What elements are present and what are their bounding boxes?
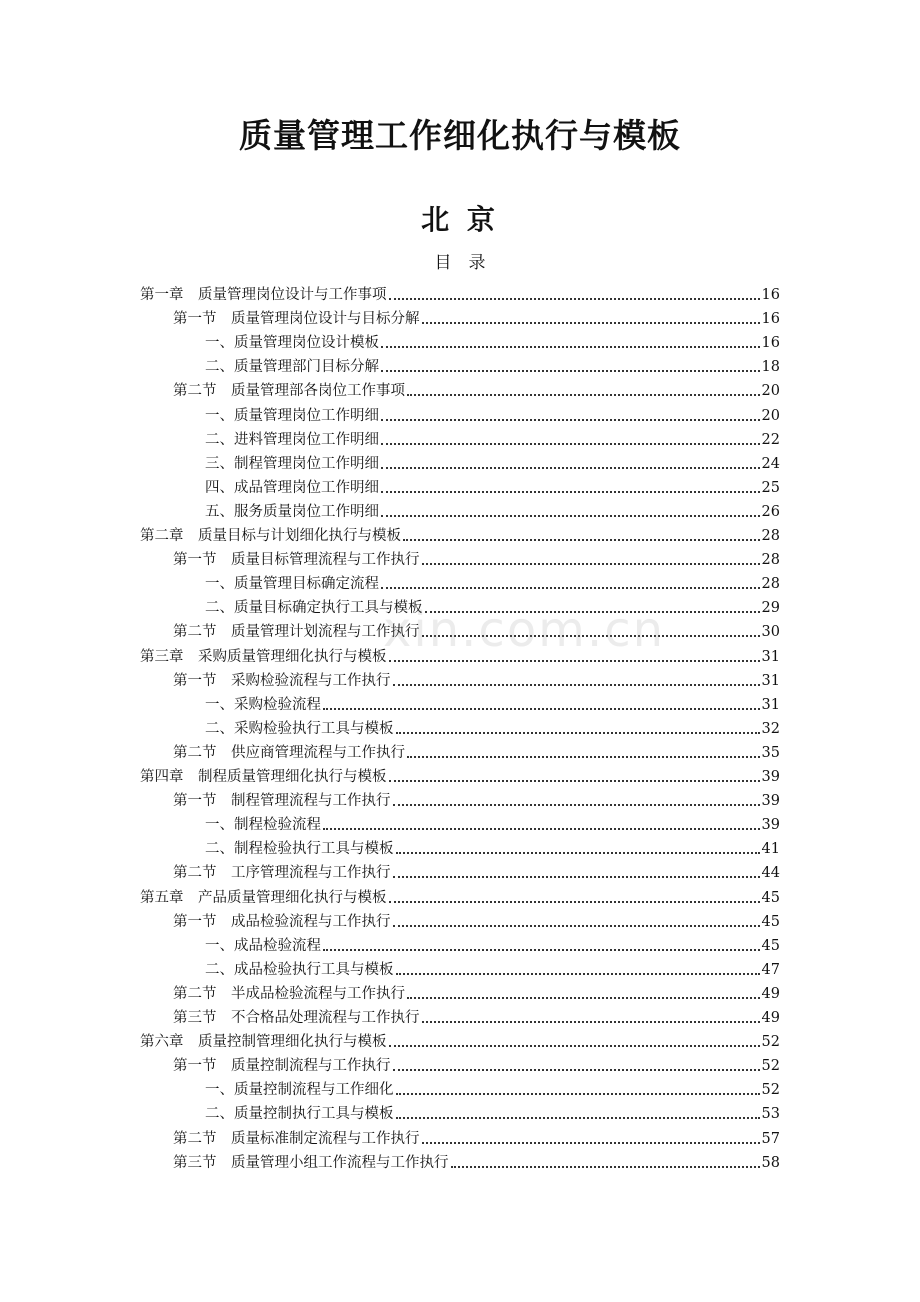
toc-entry-page: 32 — [761, 720, 780, 737]
toc-entry[interactable] — [173, 787, 780, 811]
toc-entry-label: 一、质量控制流程与工作细化 — [205, 1082, 394, 1099]
toc-entry[interactable] — [205, 402, 780, 426]
toc-dot-leader — [393, 683, 760, 686]
toc-entry-page: 16 — [761, 287, 780, 303]
toc-entry-page: 29 — [761, 600, 780, 617]
toc-entry-label: 二、进料管理岗位工作明细 — [205, 431, 379, 448]
toc-dot-leader — [323, 948, 760, 951]
toc-entry-label: 四、成品管理岗位工作明细 — [205, 479, 379, 496]
toc-entry[interactable] — [173, 859, 780, 883]
toc-dot-leader — [422, 321, 760, 324]
toc-entry-page: 57 — [761, 1130, 780, 1147]
toc-dot-leader — [422, 1020, 760, 1023]
toc-entry-label: 第二节 质量管理部各岗位工作事项 — [173, 383, 405, 400]
toc-dot-leader — [389, 297, 760, 300]
toc-entry-label: 第二章 质量目标与计划细化执行与模板 — [140, 528, 401, 544]
toc-dot-leader — [393, 1068, 760, 1071]
toc-entry-page: 25 — [761, 479, 780, 496]
toc-entry-page: 39 — [761, 817, 780, 834]
toc-entry[interactable] — [173, 305, 780, 329]
toc-entry[interactable] — [205, 1076, 780, 1100]
toc-entry[interactable] — [205, 835, 780, 859]
toc-entry-page: 45 — [761, 889, 780, 906]
toc-entry-page: 41 — [761, 841, 780, 858]
toc-entry[interactable] — [140, 281, 780, 305]
toc-entry-label: 二、质量控制执行工具与模板 — [205, 1106, 394, 1123]
toc-entry-label: 二、成品检验执行工具与模板 — [205, 961, 394, 978]
toc-entry-page: 31 — [761, 696, 780, 713]
document-title: 质量管理工作细化执行与模板 — [239, 116, 681, 155]
toc-entry-label: 一、质量管理目标确定流程 — [205, 576, 379, 593]
toc-entry-label: 第二节 供应商管理流程与工作执行 — [173, 744, 405, 761]
toc-entry[interactable] — [205, 353, 780, 377]
toc-entry[interactable] — [173, 377, 780, 401]
toc-entry-label: 第一节 采购检验流程与工作执行 — [173, 672, 391, 689]
toc-entry-label: 第一节 成品检验流程与工作执行 — [173, 913, 391, 930]
toc-dot-leader — [381, 442, 760, 445]
toc-entry[interactable] — [173, 546, 780, 570]
toc-entry[interactable] — [140, 763, 780, 787]
toc-entry[interactable] — [205, 811, 780, 835]
toc-entry-label: 一、质量管理岗位工作明细 — [205, 407, 379, 424]
toc-entry-page: 35 — [761, 744, 780, 761]
toc-entry-label: 第二节 质量管理计划流程与工作执行 — [173, 624, 420, 641]
toc-dot-leader — [381, 369, 760, 372]
toc-entry-page: 53 — [761, 1106, 780, 1123]
toc-dot-leader — [396, 1092, 760, 1095]
toc-dot-leader — [422, 562, 760, 565]
toc-entry-label: 第二节 质量标准制定流程与工作执行 — [173, 1130, 420, 1147]
toc-entry-page: 20 — [761, 407, 780, 424]
toc-entry-label: 第一章 质量管理岗位设计与工作事项 — [140, 287, 387, 303]
toc-entry[interactable] — [205, 932, 780, 956]
toc-dot-leader — [389, 779, 760, 782]
toc-entry-label: 一、制程检验流程 — [205, 817, 321, 834]
toc-dot-leader — [407, 393, 760, 396]
toc-entry-page: 28 — [761, 576, 780, 593]
watermark: xin.com.cn — [383, 602, 666, 658]
toc-dot-leader — [393, 875, 760, 878]
toc-dot-leader — [451, 1165, 760, 1168]
document-subtitle: 北 京 — [421, 203, 499, 236]
toc-entry[interactable] — [205, 426, 780, 450]
toc-entry[interactable] — [205, 474, 780, 498]
toc-entry-label: 第三节 不合格品处理流程与工作执行 — [173, 1010, 420, 1026]
toc-entry-label: 第二节 半成品检验流程与工作执行 — [173, 985, 405, 1002]
toc-entry[interactable] — [173, 1149, 780, 1173]
toc-entry-page: 26 — [761, 503, 780, 520]
toc-entry[interactable] — [205, 1100, 780, 1124]
toc-dot-leader — [389, 1044, 760, 1047]
toc-dot-leader — [407, 996, 760, 999]
toc-dot-leader — [396, 972, 760, 975]
toc-dot-leader — [389, 900, 760, 903]
toc-entry-page: 47 — [761, 961, 780, 978]
toc-dot-leader — [422, 1141, 760, 1144]
toc-dot-leader — [381, 586, 760, 589]
toc-dot-leader — [381, 466, 760, 469]
toc-entry-page: 49 — [761, 985, 780, 1002]
toc-entry-page: 16 — [761, 311, 780, 328]
toc-entry[interactable] — [140, 884, 780, 908]
toc-entry[interactable] — [173, 1125, 780, 1149]
toc-dot-leader — [323, 707, 760, 710]
toc-entry-label: 第一节 质量管理岗位设计与目标分解 — [173, 311, 420, 328]
toc-dot-leader — [381, 418, 760, 421]
toc-dot-leader — [396, 851, 760, 854]
toc-dot-leader — [396, 1116, 760, 1119]
toc-entry-page: 52 — [761, 1082, 780, 1099]
toc-entry-label: 二、制程检验执行工具与模板 — [205, 841, 394, 858]
toc-entry-label: 二、质量目标确定执行工具与模板 — [205, 600, 423, 617]
toc-entry-page: 24 — [761, 455, 780, 472]
toc-entry-page: 49 — [761, 1010, 780, 1026]
toc-entry-page: 44 — [761, 865, 780, 882]
toc-entry[interactable] — [205, 691, 780, 715]
toc-entry-label: 第四章 制程质量管理细化执行与模板 — [140, 769, 387, 785]
toc-entry-page: 31 — [761, 672, 780, 689]
toc-entry-page: 39 — [761, 769, 780, 785]
toc-entry[interactable] — [173, 1004, 780, 1028]
toc-entry-page: 45 — [761, 937, 780, 954]
toc-entry-page: 58 — [761, 1154, 780, 1171]
toc-entry-label: 第六章 质量控制管理细化执行与模板 — [140, 1034, 387, 1051]
toc-entry-label: 第五章 产品质量管理细化执行与模板 — [140, 889, 387, 906]
toc-entry-label: 第二节 工序管理流程与工作执行 — [173, 865, 391, 882]
toc-dot-leader — [381, 345, 760, 348]
toc-dot-leader — [393, 803, 760, 806]
toc-entry-page: 52 — [761, 1034, 780, 1051]
toc-entry-label: 第一节 质量控制流程与工作执行 — [173, 1058, 391, 1075]
toc-entry-page: 52 — [761, 1058, 780, 1075]
toc-entry[interactable] — [205, 329, 780, 353]
toc-dot-leader — [396, 731, 760, 734]
toc-entry-label: 一、采购检验流程 — [205, 696, 321, 713]
toc-entry-page: 16 — [761, 335, 780, 352]
toc-dot-leader — [403, 538, 760, 541]
toc-entry-label: 一、成品检验流程 — [205, 937, 321, 954]
toc-entry[interactable] — [205, 715, 780, 739]
toc-entry-page: 28 — [761, 552, 780, 569]
toc-entry[interactable] — [140, 1028, 780, 1052]
toc-dot-leader — [381, 514, 760, 517]
toc-entry-label: 一、质量管理岗位设计模板 — [205, 335, 379, 352]
toc-heading: 目 录 — [434, 253, 486, 273]
toc-entry[interactable] — [173, 667, 780, 691]
toc-entry[interactable] — [205, 498, 780, 522]
toc-entry[interactable] — [173, 980, 780, 1004]
toc-entry-page: 30 — [761, 624, 780, 641]
toc-entry-page: 22 — [761, 431, 780, 448]
toc-entry-label: 五、服务质量岗位工作明细 — [205, 503, 379, 520]
toc-dot-leader — [393, 924, 760, 927]
toc-entry-page: 18 — [761, 359, 780, 376]
toc-entry-label: 二、质量管理部门目标分解 — [205, 359, 379, 376]
toc-dot-leader — [323, 827, 760, 830]
toc-entry[interactable] — [205, 956, 780, 980]
toc-entry-label: 二、采购检验执行工具与模板 — [205, 720, 394, 737]
toc-entry-label: 第一节 质量目标管理流程与工作执行 — [173, 552, 420, 569]
toc-entry-page: 39 — [761, 793, 780, 810]
toc-entry[interactable] — [140, 522, 780, 546]
toc-entry-page: 28 — [761, 528, 780, 544]
toc-entry[interactable] — [173, 739, 780, 763]
toc-entry-page: 45 — [761, 913, 780, 930]
toc-entry[interactable] — [205, 570, 780, 594]
toc-entry-label: 第一节 制程管理流程与工作执行 — [173, 793, 391, 810]
toc-entry[interactable] — [205, 450, 780, 474]
toc-dot-leader — [389, 659, 760, 662]
toc-entry-page: 31 — [761, 648, 780, 665]
toc-entry[interactable] — [173, 908, 780, 932]
toc-dot-leader — [407, 755, 760, 758]
toc-entry-label: 第三章 采购质量管理细化执行与模板 — [140, 648, 387, 665]
toc-dot-leader — [381, 490, 760, 493]
toc-entry-label: 第三节 质量管理小组工作流程与工作执行 — [173, 1154, 449, 1171]
toc-entry-label: 三、制程管理岗位工作明细 — [205, 455, 379, 472]
toc-entry[interactable] — [173, 1052, 780, 1076]
toc-entry-page: 20 — [761, 383, 780, 400]
